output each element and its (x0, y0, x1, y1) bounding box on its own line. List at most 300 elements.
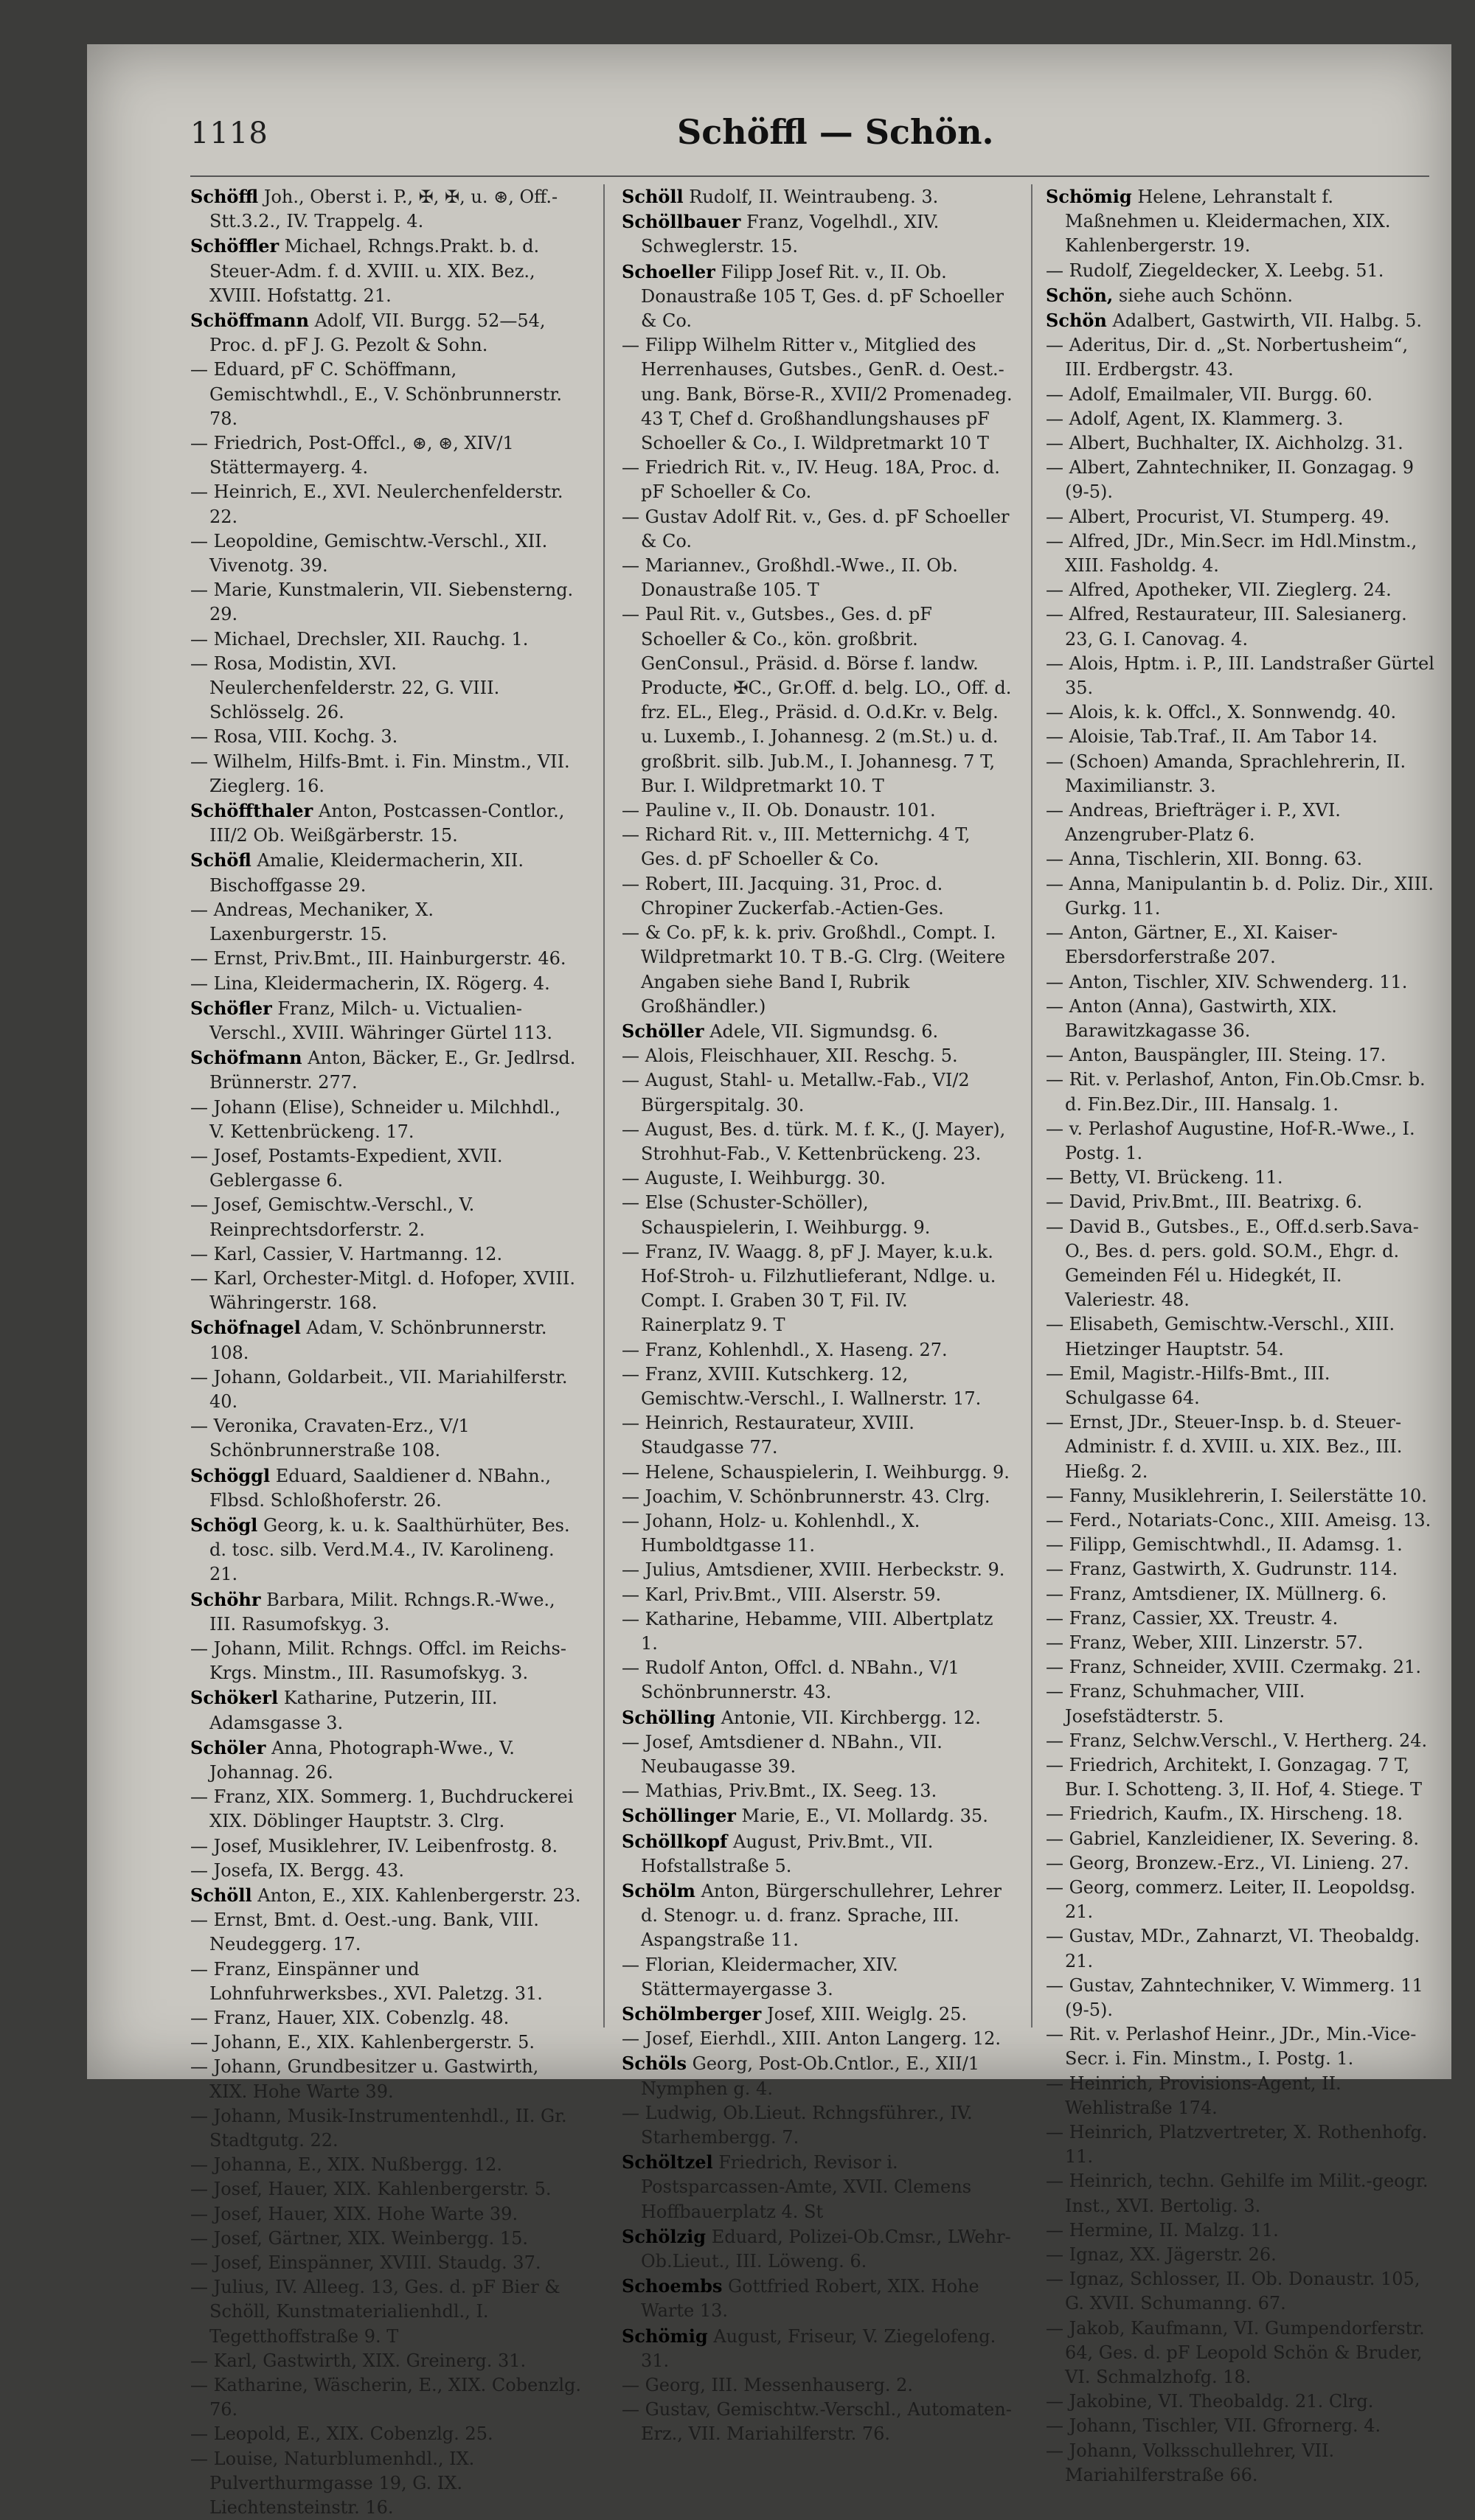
entry-text: siehe auch Schönn. (1118, 285, 1293, 306)
directory-entry (1046, 970, 1437, 995)
entry-text: Michael, Rchngs.Prakt. b. d. Steuer-Adm. f. d. XVIII. u. XIX. Bez., XVIII. Hofstattg. 21. (209, 236, 540, 306)
directory-entry (622, 1879, 1013, 1953)
entry-text: — Hermine, II. Malzg. 11. (1046, 2219, 1279, 2241)
directory-entry (1046, 1312, 1437, 1361)
entry-surname: Schöls (622, 2053, 687, 2075)
directory-entry (1046, 283, 1437, 308)
directory-entry (622, 2051, 1013, 2100)
directory-entry (622, 1583, 1013, 1607)
entry-text: — Aloisie, Tab.Traf., II. Am Tabor 14. (1046, 726, 1378, 748)
entry-text: Adalbert, Gastwirth, VII. Halbg. 5. (1112, 310, 1422, 332)
directory-entry (190, 1908, 581, 1957)
entry-text: — Katharine, Wäscherin, E., XIX. Cobenzlg. 76. (190, 2375, 581, 2420)
entry-text: — Richard Rit. v., III. Metternichg. 4 T, Ges. d. pF Schoeller & Co. (622, 824, 971, 870)
directory-entry (190, 184, 581, 234)
entry-text: August, Friseur, V. Ziegelofeng. 31. (641, 2325, 996, 2371)
entry-text: Anton, Bürgerschullehrer, Lehrer d. Stenogr. u. d. franz. Sprache, III. Aspangstraße 11. (641, 1881, 1002, 1951)
directory-entry (622, 798, 1013, 823)
entry-text: — Alfred, Restaurateur, III. Salesianerg. 23, G. I. Canovag. 4. (1046, 604, 1407, 650)
entry-text: — Franz, Kohlenhdl., X. Haseng. 27. (622, 1339, 948, 1360)
directory-entry (622, 1118, 1013, 1166)
directory-entry (1046, 529, 1437, 578)
entry-text: Adele, VII. Sigmundsg. 6. (709, 1020, 939, 1042)
entry-text: — Andreas, Mechaniker, X. Laxenburgerstr. 15. (190, 899, 434, 945)
entry-surname: Schömig (1046, 186, 1132, 207)
entry-text: — Gustav, Zahntechniker, V. Wimmerg. 11 (9-5). (1046, 1974, 1423, 2021)
entry-text: — Lina, Kleidermacherin, IX. Rögerg. 4. (190, 972, 550, 994)
entry-text: — Florian, Kleidermacher, XIV. Stättermayergasse 3. (622, 1954, 898, 1999)
entry-text: — Else (Schuster-Schöller), Schauspielerin, I. Weihburgg. 9. (622, 1192, 931, 1238)
directory-entry (622, 1509, 1013, 1558)
directory-entry (190, 308, 581, 358)
directory-entry (1046, 1215, 1437, 1313)
entry-text: — Franz, Schuhmacher, VIII. Josefstädterstr. 5. (1046, 1681, 1305, 1727)
directory-entry (190, 2275, 581, 2349)
entry-text: — Adolf, Agent, IX. Klammerg. 3. (1046, 408, 1344, 429)
column-2 (622, 184, 1013, 2445)
entry-surname: Schöller (622, 1020, 704, 1042)
entry-text: — Karl, Orchester-Mitgl. d. Hofoper, XVIII. Währingerstr. 168. (190, 1267, 575, 1314)
directory-entry (190, 848, 581, 897)
entry-text: — Elisabeth, Gemischtw.-Verschl., XIII. Hietzinger Hauptstr. 54. (1046, 1314, 1395, 1360)
entry-text: — David B., Gutsbes., E., Off.d.serb.Sava-O., Bes. d. pers. gold. SO.M., Ehgr. d. Gemeinden Fél u. Hidegkét, II. Valeriestr. 48. (1046, 1216, 1419, 1311)
directory-entry (190, 529, 581, 578)
entry-text: — Franz, XIX. Sommerg. 1, Buchdruckerei XIX. Döblinger Hauptstr. 3. Clrg. (190, 1786, 574, 1832)
directory-entry (1046, 2267, 1437, 2316)
entry-text: Anna, Photograph-Wwe., V. Johannag. 26. (209, 1737, 515, 1783)
directory-entry (622, 260, 1013, 334)
directory-entry (1046, 431, 1437, 456)
entry-text: — Gustav, Gemischtw.-Verschl., Automaten-Erz., VII. Mariahilferstr. 76. (622, 2399, 1012, 2445)
directory-entry (1046, 1043, 1437, 1068)
entry-text: — Fanny, Musiklehrerin, I. Seilerstätte 10. (1046, 1485, 1427, 1506)
directory-entry (1046, 725, 1437, 749)
entry-text: — Ernst, Bmt. d. Oest.-ung. Bank, VIII. Neudeggerg. 17. (190, 1910, 539, 1955)
entry-text: — Friedrich, Kaufm., IX. Hirscheng. 18. (1046, 1803, 1403, 1825)
directory-entry (622, 1803, 1013, 1828)
directory-entry (622, 1068, 1013, 1117)
directory-entry (1046, 1117, 1437, 1166)
directory-entry (190, 1685, 581, 1735)
directory-entry (190, 1513, 581, 1587)
entry-text: — Anna, Tischlerin, XII. Bonng. 63. (1046, 849, 1363, 870)
entry-text: Franz, Milch- u. Victualien-Verschl., XVIII. Währinger Gürtel 113. (209, 998, 553, 1043)
directory-entry (1046, 259, 1437, 283)
directory-entry (1046, 2022, 1437, 2071)
directory-entry (190, 578, 581, 627)
directory-entry (1046, 700, 1437, 725)
entry-text: — Mariannev., Großhdl.-Wwe., II. Ob. Donaustraße 105. T (622, 555, 958, 601)
directory-entry (1046, 578, 1437, 602)
directory-entry (190, 1859, 581, 1883)
directory-entry (190, 2030, 581, 2055)
entry-text: — Gustav, MDr., Zahnarzt, VI. Theobaldg. 21. (1046, 1926, 1420, 1971)
directory-entry (622, 2373, 1013, 2398)
entry-surname: Schöllkopf (622, 1830, 728, 1852)
directory-entry (622, 2398, 1013, 2446)
entry-text: Anton, E., XIX. Kahlenbergerstr. 23. (257, 1885, 581, 1907)
directory-entry (190, 1637, 581, 1685)
directory-entry (622, 2324, 1013, 2373)
entry-text: — Rosa, Modistin, XVI. Neulerchenfelderstr. 22, G. VIII. Schlösselg. 26. (190, 652, 500, 723)
entry-text: — Rit. v. Perlashof, Anton, Fin.Ob.Cmsr. b. d. Fin.Bez.Dir., III. Hansalg. 1. (1046, 1069, 1426, 1115)
directory-entry (622, 456, 1013, 504)
entry-surname: Schölling (622, 1706, 715, 1728)
entry-text: — Filipp Wilhelm Ritter v., Mitglied des Herrenhauses, Gutsbes., GenR. d. Oest.-ung. Bank, Börse-R., XVII/2 Promenadeg. 43 T, Chef d. Großhandlungshauses pF Schoeller & Co., I. Wildpretmarkt 10 T (622, 335, 1013, 454)
directory-entry (622, 2224, 1013, 2274)
directory-entry (190, 725, 581, 749)
entry-text: — Heinrich, E., XVI. Neulerchenfelderstr. 22. (190, 481, 563, 527)
entry-surname: Schöltzel (622, 2151, 713, 2173)
directory-entry (1046, 1607, 1437, 1631)
entry-text: — Josef, Hauer, XIX. Kahlenbergerstr. 5. (190, 2179, 552, 2200)
directory-entry (622, 1779, 1013, 1803)
directory-entry (190, 480, 581, 529)
entry-text: Eduard, Saaldiener d. NBahn., Flbsd. Schloßhoferstr. 26. (209, 1465, 551, 1511)
entry-text: Rudolf, II. Weintraubeng. 3. (689, 187, 939, 207)
directory-entry (190, 1193, 581, 1242)
directory-entry (1046, 456, 1437, 504)
entry-surname: Schölm (622, 1880, 695, 1902)
entry-text: — Anton (Anna), Gastwirth, XIX. Barawitzkagasse 36. (1046, 995, 1337, 1041)
entry-text: Georg, Post-Ob.Cntlor., E., XII/1 Nymphen g. 4. (641, 2053, 980, 2099)
directory-entry (1046, 1680, 1437, 1728)
entry-surname: Schöllinger (622, 1805, 736, 1827)
entry-text: — Rudolf, Ziegeldecker, X. Leebg. 51. (1046, 260, 1384, 281)
directory-entry (1046, 2120, 1437, 2169)
entry-text: Anton, Postcassen-Contlor., III/2 Ob. Weißgärberstr. 15. (209, 801, 565, 846)
directory-entry (1046, 505, 1437, 529)
directory-entry (1046, 872, 1437, 921)
entry-text: — Mathias, Priv.Bmt., IX. Seeg. 13. (622, 1781, 937, 1802)
entry-text: — Josef, Hauer, XIX. Hohe Warte 39. (190, 2203, 518, 2224)
directory-entry (190, 1834, 581, 1859)
entry-text: Anton, Bäcker, E., Gr. Jedlrsd. Brünnerstr. 277. (209, 1048, 576, 1093)
directory-entry (190, 1045, 581, 1095)
entry-text: — Karl, Cassier, V. Hartmanng. 12. (190, 1243, 503, 1264)
directory-entry (1046, 1753, 1437, 1802)
entry-text: — Georg, Bronzew.-Erz., VI. Linieng. 27. (1046, 1852, 1409, 1873)
directory-entry (190, 2251, 581, 2275)
entry-text: — Rosa, VIII. Kochg. 3. (190, 726, 398, 748)
directory-entry (1046, 847, 1437, 871)
directory-entry (1046, 1876, 1437, 1924)
entry-text: — Franz, IV. Waagg. 8, pF J. Mayer, k.u.k. Hof-Stroh- u. Filzhutlieferant, Ndlge. u. Compt. I. Graben 30 T, Fil. IV. Rainerplatz 9. T (622, 1241, 996, 1336)
entry-text: — Heinrich, Platzvertreter, X. Rothenhofg. 11. (1046, 2122, 1428, 2168)
entry-text: Filipp Josef Rit. v., II. Ob. Donaustraße 105 T, Ges. d. pF Schoeller & Co. (641, 261, 1004, 332)
entry-text: Marie, E., VI. Mollardg. 35. (741, 1806, 988, 1827)
directory-entry (622, 1191, 1013, 1239)
entry-text: — Pauline v., II. Ob. Donaustr. 101. (622, 800, 936, 821)
entry-text: — Leopoldine, Gemischtw.-Verschl., XII. Vivenotg. 39. (190, 530, 548, 577)
entry-text: — David, Priv.Bmt., III. Beatrixg. 6. (1046, 1191, 1363, 1213)
directory-entry (1046, 333, 1437, 382)
directory-entry (190, 972, 581, 996)
directory-entry (190, 1315, 581, 1365)
directory-entry (1046, 1582, 1437, 1607)
entry-surname: Schöfler (190, 997, 272, 1019)
entry-text: — Adolf, Emailmaler, VII. Burgg. 60. (1046, 383, 1372, 405)
entry-text: — Michael, Drechsler, XII. Rauchg. 1. (190, 628, 529, 650)
entry-text: — Josef, Postamts-Expedient, XVII. Geblergasse 6. (190, 1145, 503, 1191)
directory-entry (622, 1607, 1013, 1656)
directory-entry (190, 1365, 581, 1414)
entry-text: — Ignaz, XX. Jägerstr. 26. (1046, 2244, 1277, 2266)
directory-entry (1046, 1729, 1437, 1753)
directory-entry (622, 1044, 1013, 1068)
entry-surname: Schöfnagel (190, 1317, 301, 1339)
directory-entry (622, 1485, 1013, 1509)
entry-text: — Robert, III. Jacquing. 31, Proc. d. Chropiner Zuckerfab.-Actien-Ges. (622, 873, 944, 919)
directory-entry (1046, 383, 1437, 407)
entry-text: — Veronika, Cravaten-Erz., V/1 Schönbrunnerstraße 108. (190, 1416, 470, 1461)
column-divider (603, 184, 605, 2028)
entry-text: — Johann, Volksschullehrer, VII. Mariahilferstraße 66. (1046, 2440, 1335, 2485)
entry-surname: Schöhr (190, 1588, 261, 1610)
directory-entry (622, 1705, 1013, 1730)
running-head: Schöffl — Schön. (677, 112, 994, 152)
entry-text: — Gabriel, Kanzleidiener, IX. Severing. 8. (1046, 1828, 1420, 1849)
entry-text: Adam, V. Schönbrunnerstr. 108. (209, 1318, 547, 1363)
entry-surname: Schöfmann (190, 1047, 302, 1069)
directory-entry (190, 627, 581, 652)
entry-text: — Johann (Elise), Schneider u. Milchhdl., V. Kettenbrückeng. 17. (190, 1096, 561, 1142)
directory-entry (1046, 2390, 1437, 2414)
directory-entry (1046, 1655, 1437, 1680)
directory-entry (622, 1166, 1013, 1191)
directory-entry (1046, 2414, 1437, 2438)
entry-text: — Alois, k. k. Offcl., X. Sonnwendg. 40. (1046, 702, 1397, 723)
entry-text: — Karl, Gastwirth, XIX. Greinerg. 31. (190, 2350, 527, 2371)
directory-entry (190, 1463, 581, 1513)
directory-entry (190, 2373, 581, 2422)
column-divider (1031, 184, 1032, 2028)
entry-text: Katharine, Putzerin, III. Adamsgasse 3. (209, 1688, 498, 1733)
entry-text: Barbara, Milit. Rchngs.R.-Wwe., III. Rasumofskyg. 3. (209, 1589, 555, 1635)
directory-entry (622, 1411, 1013, 1460)
directory-entry (1046, 1631, 1437, 1655)
entry-surname: Schöfl (190, 849, 251, 871)
directory-entry (190, 898, 581, 947)
directory-entry (622, 872, 1013, 921)
directory-entry (1046, 184, 1437, 259)
directory-entry (622, 1829, 1013, 1879)
entry-surname: Schöffthaler (190, 800, 313, 822)
entry-text: — Albert, Zahntechniker, II. Gonzagag. 9 (9-5). (1046, 457, 1415, 503)
entry-text: — Julius, IV. Alleeg. 13, Ges. d. pF Bier & Schöll, Kunstmaterialienhdl., I. Tegetthoffstraße 9. T (190, 2277, 560, 2347)
entry-text: — Johann, Holz- u. Kohlenhdl., X. Humboldtgasse 11. (622, 1510, 920, 1556)
directory-entry (1046, 602, 1437, 651)
entry-text: — Franz, Weber, XIII. Linzerstr. 57. (1046, 1632, 1364, 1653)
entry-text: — Johann, Goldarbeit., VII. Mariahilferstr. 40. (190, 1366, 568, 1412)
directory-entry (622, 2101, 1013, 2150)
entry-text: — Anna, Manipulantin b. d. Poliz. Dir., XIII. Gurkg. 11. (1046, 873, 1434, 919)
directory-entry (1046, 1557, 1437, 1581)
entry-text: — Wilhelm, Hilfs-Bmt. i. Fin. Minstm., VII. Zieglerg. 16. (190, 751, 570, 796)
directory-entry (1046, 407, 1437, 431)
entry-text: — Alfred, Apotheker, VII. Zieglerg. 24. (1046, 579, 1392, 601)
entry-text: — Ludwig, Ob.Lieut. Rchngsführer., IV. Starhembergg. 7. (622, 2102, 973, 2148)
entry-text: — Josef, Eierhdl., XIII. Anton Langerg. 12. (622, 2028, 1002, 2050)
directory-entry (622, 921, 1013, 1019)
entry-text: — Franz, Einspänner und Lohnfuhrwerksbes., XVI. Paletzg. 31. (190, 1958, 543, 2004)
entry-text: Adolf, VII. Burgg. 52—54, Proc. d. pF J. G. Pezolt & Sohn. (209, 310, 546, 356)
entry-text: — Heinrich, techn. Gehilfe im Milit.-geogr. Inst., XVI. Bertolig. 3. (1046, 2171, 1429, 2216)
entry-text: — Franz, Amtsdiener, IX. Müllnerg. 6. (1046, 1583, 1387, 1604)
directory-entry (1046, 750, 1437, 798)
directory-entry (622, 1019, 1013, 1044)
entry-text: — Franz, Hauer, XIX. Cobenzlg. 48. (190, 2008, 510, 2029)
entry-text: — Heinrich, Restaurateur, XVIII. Staudgasse 77. (622, 1413, 914, 1458)
entry-text: Helene, Lehranstalt f. Maßnehmen u. Kleidermachen, XIX. Kahlenbergerstr. 19. (1065, 187, 1391, 257)
directory-entry (622, 554, 1013, 602)
entry-text: — Franz, Cassier, XX. Treustr. 4. (1046, 1607, 1339, 1629)
entry-text: — Ignaz, Schlosser, II. Ob. Donaustr. 105, G. XVII. Schumanng. 67. (1046, 2269, 1420, 2314)
entry-text: — Friedrich Rit. v., IV. Heug. 18A, Proc. d. pF Schoeller & Co. (622, 457, 1000, 503)
entry-surname: Schöffmann (190, 310, 309, 332)
header-rule (190, 175, 1429, 177)
entry-text: — Franz, Schneider, XVIII. Czermakg. 21. (1046, 1657, 1421, 1678)
directory-entry (190, 2153, 581, 2177)
page-number: 1118 (190, 116, 268, 150)
directory-entry (622, 209, 1013, 259)
directory-entry (1046, 1974, 1437, 2022)
directory-entry (1046, 1851, 1437, 1876)
directory-entry (190, 1587, 581, 1637)
directory-entry (622, 1461, 1013, 1485)
entry-text: — Josef, Musiklehrer, IV. Leibenfrostg. 8. (190, 1835, 558, 1856)
entry-text: — Johann, Tischler, VII. Gfrornerg. 4. (1046, 2415, 1381, 2437)
entry-text: Gottfried Robert, XIX. Hohe Warte 13. (641, 2276, 979, 2322)
directory-entry (1046, 652, 1437, 700)
directory-entry (190, 1242, 581, 1267)
entry-text: — Josefa, IX. Bergg. 43. (190, 1859, 404, 1881)
entry-text: — Jakob, Kaufmann, VI. Gumpendorferstr. 64, Ges. d. pF Leopold Schön & Bruder, VI. Schmalzhofg. 18. (1046, 2317, 1425, 2388)
entry-text: Amalie, Kleidermacherin, XII. Bischoffgasse 29. (209, 850, 524, 896)
directory-entry (190, 2202, 581, 2227)
directory-columns (190, 184, 1434, 2519)
entry-text: Josef, XIII. Weiglg. 25. (766, 2004, 968, 2025)
directory-entry (622, 823, 1013, 871)
entry-surname: Schöler (190, 1736, 266, 1758)
directory-entry (190, 431, 581, 480)
entry-text: — Emil, Magistr.-Hilfs-Bmt., III. Schulgasse 64. (1046, 1362, 1330, 1408)
entry-text: — Jakobine, VI. Theobaldg. 21. Clrg. (1046, 2391, 1374, 2412)
entry-text: — Katharine, Hebamme, VIII. Albertplatz 1. (622, 1608, 993, 1654)
entry-text: — Johann, Milit. Rchngs. Offcl. im Reichs-Krgs. Minstm., III. Rasumofskyg. 3. (190, 1637, 566, 1684)
entry-text: — Ernst, JDr., Steuer-Insp. b. d. Steuer-Administr. f. d. XVIII. u. XIX. Bez., III. Hießg. 2. (1046, 1412, 1403, 1482)
directory-entry (190, 2104, 581, 2153)
entry-text: — Ernst, Priv.Bmt., III. Hainburgerstr. 46. (190, 948, 566, 970)
entry-surname: Schömig (622, 2325, 708, 2347)
entry-text: — Helene, Schauspielerin, I. Weihburgg. 9. (622, 1461, 1010, 1483)
directory-entry (190, 2227, 581, 2251)
entry-text: Georg, k. u. k. Saalthürhüter, Bes. d. tosc. silb. Verd.M.4., IV. Karolineng. 21. (209, 1514, 570, 1585)
column-3 (1046, 184, 1437, 2485)
page-header (87, 44, 1451, 152)
entry-text: August, Priv.Bmt., VII. Hofstallstraße 5. (641, 1831, 934, 1876)
directory-entry (190, 2349, 581, 2373)
directory-entry (1046, 1068, 1437, 1116)
entry-text: Eduard, Polizei-Ob.Cmsr., LWehr-Ob.Lieut., III. Löweng. 6. (641, 2226, 1011, 2272)
directory-entry (1046, 995, 1437, 1043)
entry-text: Joh., Oberst i. P., ✠, ✠, u. ⊛, Off.-Stt.3.2., IV. Trappelg. 4. (209, 187, 558, 232)
entry-text: Franz, Vogelhdl., XIV. Schweglerstr. 15. (641, 212, 940, 257)
entry-surname: Schögl (190, 1514, 258, 1536)
directory-entry (190, 2447, 581, 2520)
directory-entry (190, 234, 581, 308)
entry-surname: Schökerl (190, 1687, 279, 1709)
directory-entry (1046, 1827, 1437, 1851)
entry-surname: Schölmberger (622, 2003, 762, 2025)
entry-text: — Johann, Grundbesitzer u. Gastwirth, XIX. Hohe Warte 39. (190, 2056, 539, 2102)
directory-entry (622, 1338, 1013, 1362)
directory-entry (190, 1267, 581, 1315)
entry-text: — Anton, Gärtner, E., XI. Kaiser-Ebersdorferstraße 207. (1046, 922, 1338, 968)
directory-entry (622, 1730, 1013, 1779)
entry-text: — Franz, XVIII. Kutschkerg. 12, Gemischtw.-Verschl., I. Wallnerstr. 17. (622, 1363, 982, 1409)
directory-entry (190, 1736, 581, 1785)
entry-surname: Schöll (622, 186, 684, 207)
entry-text: — Georg, commerz. Leiter, II. Leopoldsg. 21. (1046, 1877, 1416, 1923)
directory-entry (622, 602, 1013, 798)
entry-text: — Marie, Kunstmalerin, VII. Siebensterng. 29. (190, 579, 574, 625)
entry-text: — Rudolf Anton, Offcl. d. NBahn., V/1 Schönbrunnerstr. 43. (622, 1657, 959, 1703)
entry-text: — Auguste, I. Weihburgg. 30. (622, 1168, 886, 1189)
directory-entry (1046, 798, 1437, 847)
entry-text: — Ferd., Notariats-Conc., XIII. Ameisg. 13. (1046, 1509, 1431, 1531)
directory-entry (1046, 1508, 1437, 1533)
entry-text: — Anton, Tischler, XIV. Schwenderg. 11. (1046, 971, 1408, 992)
directory-entry (622, 2002, 1013, 2027)
directory-entry (622, 1656, 1013, 1705)
entry-text: — Aderitus, Dir. d. „St. Norbertusheim“, III. Erdbergstr. 43. (1046, 335, 1409, 380)
directory-entry (190, 1785, 581, 1834)
directory-entry (1046, 2218, 1437, 2243)
directory-entry (190, 2422, 581, 2446)
directory-page (87, 44, 1451, 2519)
entry-text: — Josef, Einspänner, XVIII. Staudg. 37. (190, 2252, 541, 2274)
entry-text: — Louise, Naturblumenhdl., IX. Pulverthurmgasse 19, G. IX. Liechtensteinstr. 16. (190, 2448, 475, 2519)
directory-entry (1046, 921, 1437, 970)
directory-entry (190, 996, 581, 1045)
entry-text: — Joachim, V. Schönbrunnerstr. 43. Clrg. (622, 1486, 990, 1507)
entry-text: — Franz, Selchw.Verschl., V. Hertherg. 24. (1046, 1730, 1428, 1751)
directory-entry (622, 1362, 1013, 1411)
directory-entry (1046, 1533, 1437, 1557)
directory-entry (190, 2006, 581, 2030)
entry-text: — Johann, Musik-Instrumentenhdl., II. Gr. Stadtgutg. 22. (190, 2105, 567, 2151)
entry-text: — & Co. pF, k. k. priv. Großhdl., Compt. I. Wildpretmarkt 10. T B.-G. Clrg. (Weitere Angaben siehe Band I, Rubrik Großhändler.) (622, 922, 1005, 1017)
directory-entry (190, 1096, 581, 1144)
entry-text: — Filipp, Gemischtwhdl., II. Adamsg. 1. (1046, 1534, 1403, 1556)
entry-text: — Heinrich, Provisions-Agent, II. Wehlistraße 174. (1046, 2072, 1342, 2118)
entry-surname: Schöllbauer (622, 211, 741, 233)
directory-entry (190, 750, 581, 798)
entry-text: — Alfred, JDr., Min.Secr. im Hdl.Minstm., XIII. Fasholdg. 4. (1046, 530, 1417, 577)
entry-text: Friedrich, Revisor i. Postsparcassen-Amte, XVII. Clemens Hoffbauerplatz 4. St (641, 2152, 972, 2222)
entry-text: Antonie, VII. Kirchbergg. 12. (721, 1707, 981, 1728)
entry-surname: Schöll (190, 1884, 252, 1907)
entry-text: — Julius, Amtsdiener, XVIII. Herbeckstr. 9. (622, 1559, 1005, 1581)
directory-entry (1046, 1802, 1437, 1826)
directory-entry (622, 1953, 1013, 2002)
entry-text: — Friedrich, Post-Offcl., ⊛, ⊛, XIV/1 Stättermayerg. 4. (190, 433, 514, 478)
entry-surname: Schöggl (190, 1464, 271, 1486)
directory-entry (190, 1144, 581, 1193)
entry-text: — Johanna, E., XIX. Nußbergg. 12. (190, 2154, 502, 2176)
directory-entry (622, 184, 1013, 209)
